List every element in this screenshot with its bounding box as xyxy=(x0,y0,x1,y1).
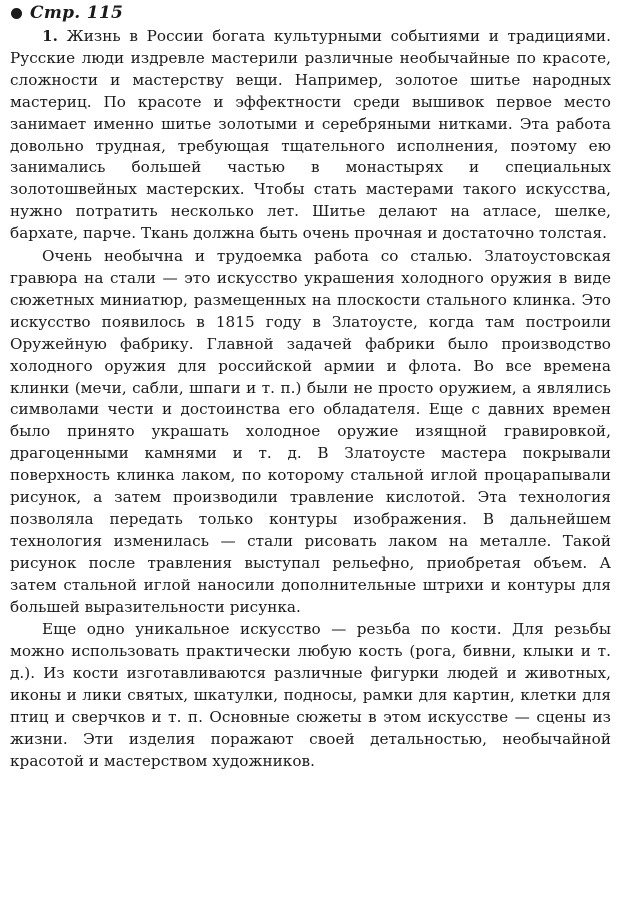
page-reference: Стр. 115 xyxy=(30,3,124,23)
exercise-number: 1. xyxy=(42,27,58,45)
paragraph-2: Очень необычна и трудоемка работа со сталью. Златоустовская гравюра на стали — это искусство украшения холодного оружия в виде сюжетных миниатюр, размещенных на плоскости стального клинка. Это искусство появилось в 1815 году в Златоусте, когда там построили Оружейную фабрику. Главной задачей фабрики было производство холодного оружия для российской армии и флота. Во все времена клинки (мечи, сабли, шпаги и т. п.) были не просто оружием, а являлись символами чести и достоинства его обладателя. Еще с давних времен было принято украшать холодное оружие изящной гравировкой, драгоценными камнями и т. д. В Златоусте мастера покрывали поверхность клинка лаком, по которому стальной иглой процарапывали рисунок, а затем производили травление кислотой. Эта технология позволяла передать только контуры изображения. В дальнейшем технология изменилась — стали рисовать лаком на металле. Такой рисунок после травления выступал рельефно, приобретая объем. А затем стальной иглой наносили дополнительные штрихи и контуры для большей выразительности рисунка. xyxy=(10,247,611,616)
paragraph-1-text: Жизнь в России богата культурными событиями и традициями. Русские люди издревле мастерили различные необычайные по красоте, сложности и мастерству вещи. Например, золотое шитье народных мастериц. По красоте и эффектности среди вышивок первое место занимает именно шитье золотыми и серебряными нитками. Эта работа довольно трудная, требующая тщательного исполнения, поэтому ею занимались большей частью в монастырях и специальных золотошвейных мастерских. Чтобы стать мастерами такого искусства, нужно потратить несколько лет. Шитье делают на атласе, шелке, бархате, парче. Ткань должна быть очень прочная и достаточно толстая. xyxy=(10,27,611,243)
bullet-icon xyxy=(11,8,22,19)
paragraph-1 xyxy=(10,26,611,245)
paragraph-3: Еще одно уникальное искусство — резьба по кости. Для резьбы можно использовать практически любую кость (рога, бивни, клыки и т. д.). Из кости изготавливаются различные фигурки людей и животных, иконы и лики святых, шкатулки, подносы, рамки для картин, клетки для птиц и сверчков и т. п. Основные сюжеты в этом искусстве — сцены из жизни. Эти изделия поражают своей детальностью, необычайной красотой и мастерством художников. xyxy=(10,620,611,770)
page-header xyxy=(10,2,611,24)
